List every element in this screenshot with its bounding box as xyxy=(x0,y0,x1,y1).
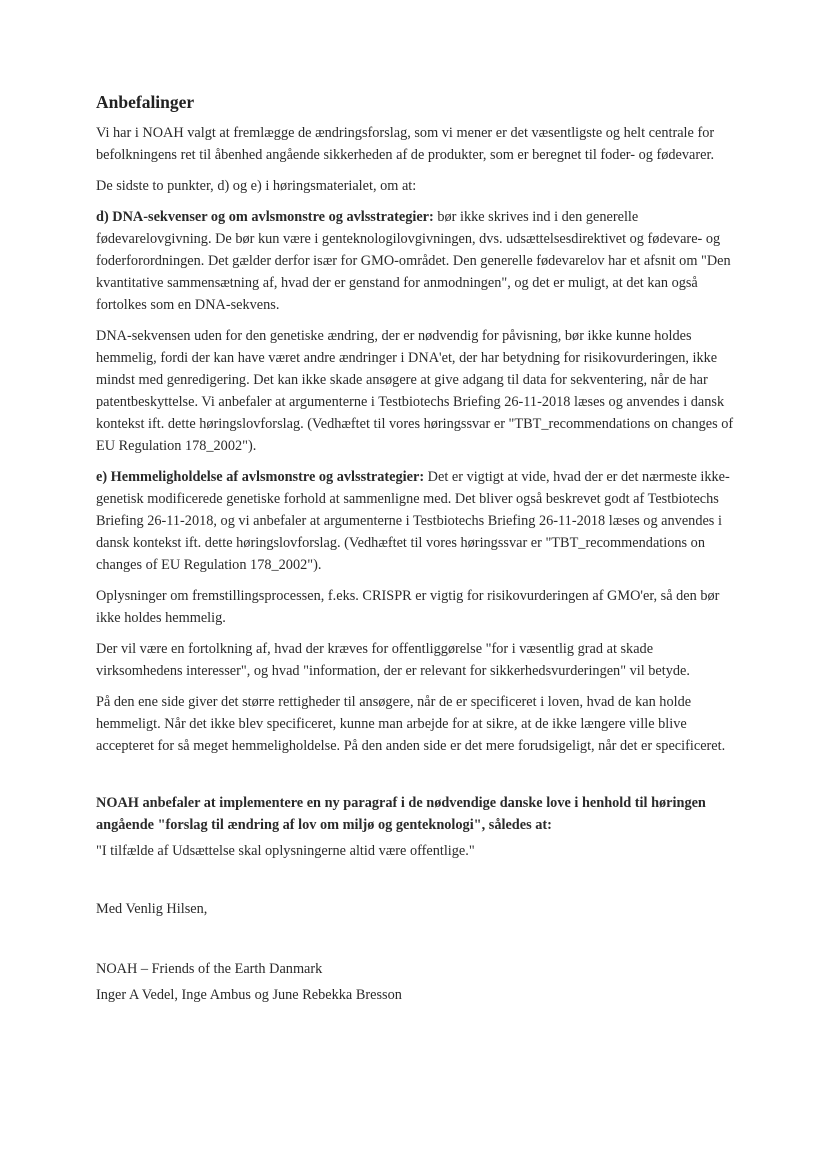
point-d-paragraph xyxy=(96,206,736,316)
recommendation-quote: "I tilfælde af Udsættelse skal oplysningerne altid være offentlige." xyxy=(96,843,475,859)
rights-paragraph: På den ene side giver det større rettigheder til ansøgere, når de er specificeret i loven, hvad de kan holde hemmeligt. Når det ikke blev specificeret, kunne man arbejde for at sikre, at de ikke længere ville blive accepteret for så meget hemmeligholdelse. På den anden side er det mere forudsigeligt, når det er specificeret. xyxy=(96,694,726,754)
signatories: Inger A Vedel, Inge Ambus og June Rebekka Bresson xyxy=(96,987,402,1003)
interpretation-paragraph: Der vil være en fortolkning af, hvad der kræves for offentliggørelse "for i væsentlig grad at skade virksomhedens interesser", og hvad "information, der er relevant for sikkerhedsvurderingen" vil betyde. xyxy=(96,641,690,679)
intro-paragraph: Vi har i NOAH valgt at fremlægge de ændringsforslag, som vi mener er det væsentligste og helt centrale for befolkningens ret til åbenhed angående sikkerheden af de produkter, som er beregnet til foder- og fødevarer. xyxy=(96,125,715,163)
dna-paragraph: DNA-sekvensen uden for den genetiske ændring, der er nødvendig for påvisning, bør ikke kunne holdes hemmelig, fordi der kan have været andre ændringer i DNA'et, der har betydning for risikovurderingen, ikke mindst med genredigering. Det kan ikke skade ansøgere at give adgang til data for sekventering, når de har patentbeskyttelse. Vi anbefaler at argumenterne i Testbiotechs Briefing 26-11-2018 læses og anvendes i dansk kontekst ift. dette høringslovforslag. (Vedhæftet til vores høringssvar er "TBT_recommendations on changes of EU Regulation 178_2002"). xyxy=(96,328,734,454)
points-paragraph: De sidste to punkter, d) og e) i høringsmaterialet, om at: xyxy=(96,178,417,194)
point-e-lead: e) Hemmeligholdelse af avlsmonstre og avlsstrategier: xyxy=(96,469,425,485)
section-heading: Anbefalinger xyxy=(96,92,195,112)
document-body xyxy=(96,92,736,1015)
organization-name: NOAH – Friends of the Earth Danmark xyxy=(96,961,323,977)
point-e-paragraph xyxy=(96,466,736,576)
point-e-body: Det er vigtigt at vide, hvad der er det nærmeste ikke-genetisk modificerede genetiske forhold at sammenligne med. Det bliver også beskrevet godt af Testbiotechs Briefing 26-11-2018, og vi anbefaler at argumenterne i Testbiotechs Briefing 26-11-2018 læses og anvendes i dansk kontekst ift. dette høringslovforslag. (Vedhæftet til vores høringssvar er "TBT_recommendations on changes of EU Regulation 178_2002"). xyxy=(96,469,730,573)
closing-greeting: Med Venlig Hilsen, xyxy=(96,901,208,917)
recommendation-paragraph: NOAH anbefaler at implementere en ny paragraf i de nødvendige danske love i henhold til høringen angående "forslag til ændring af lov om miljø og genteknologi", således at: xyxy=(96,795,706,833)
point-d-lead: d) DNA-sekvenser og om avlsmonstre og avlsstrategier: xyxy=(96,209,434,225)
point-d-body: bør ikke skrives ind i den generelle fødevarelovgivning. De bør kun være i genteknologilovgivningen, dvs. udsættelsesdirektivet og fødevare- og foderforordningen. Det gælder derfor især for GMO-området. Den generelle fødevarelov har et afsnit om "Den kvantitative sammensætning af, hvad der er genstand for anmodningen", og det er muligt, at det kan også fortolkes som en DNA-sekvens. xyxy=(96,209,731,313)
spacer xyxy=(96,766,736,792)
crispr-paragraph: Oplysninger om fremstillingsprocessen, f.eks. CRISPR er vigtig for risikovurderingen af GMO'er, så den bør ikke holdes hemmelig. xyxy=(96,588,720,626)
